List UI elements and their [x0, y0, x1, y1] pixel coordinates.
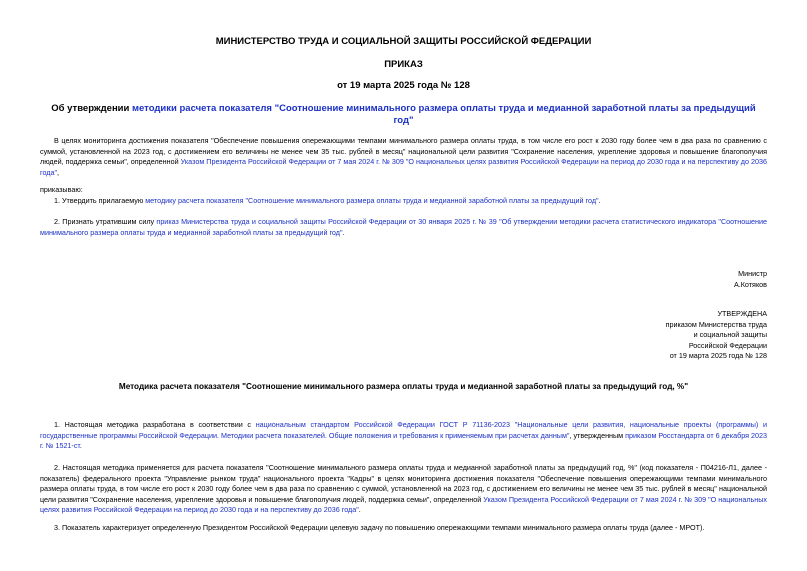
method-p1-rosstandart-link[interactable]: приказом Росстандарта от 6 декабря 2023 г. № 1521-ст: [40, 430, 768, 451]
item2-end: .: [342, 227, 345, 237]
preamble-end: ,: [57, 167, 60, 177]
method-p1-mid: , утвержденным: [569, 430, 626, 440]
approval-line-1: УТВЕРЖДЕНА: [717, 309, 767, 318]
method-p1-gost-link[interactable]: национальным стандартом Российской Федерации ГОСТ Р 71136-2023 "Национальные цели развития, национальные проекты (программы) и государственные программы Российской Федерации. Методики расчета показателей. Общие положения и требования к применяемым при расчетах данным": [40, 420, 767, 440]
doc-type-heading: ПРИКАЗ: [384, 59, 423, 70]
item2-text: 2. Признать утратившим силу: [54, 217, 157, 226]
method-p2-text: 2. Настоящая методика применяется для расчета показателя "Соотношение минимального размера оплаты труда и медианной заработной платы за предыдущий год, %" (код показателя - П04216-Л1, далее - показатель) федерального проекта "Управление рынком труда" национального проекта "Кадры" в целях мониторинга достижения показателя "Обеспечение повышения опережающими темпами минимального размера оплаты труда, в том числе его рост к 2030 году более чем в два раза по сравнению с суммой, установленной на 2023 год, с достижением его величины не менее чем 35 тыс. рублей в месяц" национальной цели развития "Сохранение населения, укрепление здоровья и повышение благополучия людей, поддержка семьи", определенной: [40, 463, 767, 504]
item2-order-link[interactable]: приказ Министерства труда и социальной защиты Российской Федерации от 30 января 2025 г. № 39 "Об утверждении методики расчета статистического индикатора "Соотношение минимального размера оплаты труда и медианной заработной платы за предыдущий год": [40, 217, 767, 237]
preamble-decree-link[interactable]: Указом Президента Российской Федерации от 7 мая 2024 г. № 309 "О национальных целях развития Российской Федерации на период до 2030 года и на перспективу до 2036 года": [40, 157, 767, 177]
method-p2-decree-link[interactable]: Указом Президента Российской Федерации от 7 мая 2024 г. № 309 "О национальных целях развития Российской Федерации на период до 2030 года и на перспективу до 2036 года": [40, 494, 767, 515]
order-title-prefix: Об утверждении: [51, 103, 132, 114]
signature-name: А.Котяков: [733, 279, 767, 289]
order-item-2: [40, 217, 767, 238]
method-p1-text: 1. Настоящая методика разработана в соответствии с: [54, 420, 256, 429]
item1-method-link[interactable]: методику расчета показателя "Соотношение минимального размера оплаты труда и медианной заработной платы за предыдущий год": [145, 196, 599, 205]
approval-line-2: приказом Министерства труда: [665, 319, 767, 329]
ministry-heading: МИНИСТЕРСТВО ТРУДА И СОЦИАЛЬНОЙ ЗАЩИТЫ РОССИЙСКОЙ ФЕДЕРАЦИИ: [215, 36, 592, 47]
signature-block: [734, 269, 767, 290]
order-title: [40, 103, 767, 127]
item1-end: .: [598, 196, 601, 205]
doc-date-number: от 19 марта 2025 года № 128: [337, 80, 470, 91]
order-word: приказываю:: [40, 185, 83, 194]
method-title: Методика расчета показателя "Соотношение минимального размера оплаты труда и медианной заработной платы за предыдущий год, %": [118, 382, 689, 391]
approval-line-3: и социальной защиты: [693, 330, 767, 340]
approval-line-5: от 19 марта 2025 года № 128: [669, 351, 767, 361]
signature-position: Министр: [738, 269, 767, 278]
approval-line-4: Российской Федерации: [688, 340, 767, 350]
method-p1-end: .: [79, 441, 82, 451]
method-paragraph-3: 3. Показатель характеризует определенную Президентом Российской Федерации целевую задачу по повышению опережающими темпами минимального размера оплаты труда (далее - МРОТ).: [54, 523, 705, 532]
order-item-1: [40, 196, 767, 207]
approval-block: [666, 309, 767, 362]
method-p2-end: .: [358, 505, 361, 515]
item1-text: 1. Утвердить прилагаемую: [54, 196, 146, 205]
order-title-link[interactable]: методики расчета показателя "Соотношение минимального размера оплаты труда и медианной заработной платы за предыдущий год": [132, 103, 756, 126]
preamble-paragraph: [40, 136, 767, 178]
method-paragraph-1: [40, 420, 767, 452]
preamble-text: В целях мониторинга достижения показателя "Обеспечение повышения опережающими темпами минимального размера оплаты труда, в том числе его рост к 2030 году более чем в два раза по сравнению с суммой, установленной на 2023 год, с достижением его величины не менее чем 35 тыс. рублей в месяц" национальной цели развития "Сохранение населения, укрепление здоровья и повышение благополучия людей, поддержка семьи", определенной: [40, 136, 767, 167]
method-paragraph-2: [40, 463, 767, 516]
